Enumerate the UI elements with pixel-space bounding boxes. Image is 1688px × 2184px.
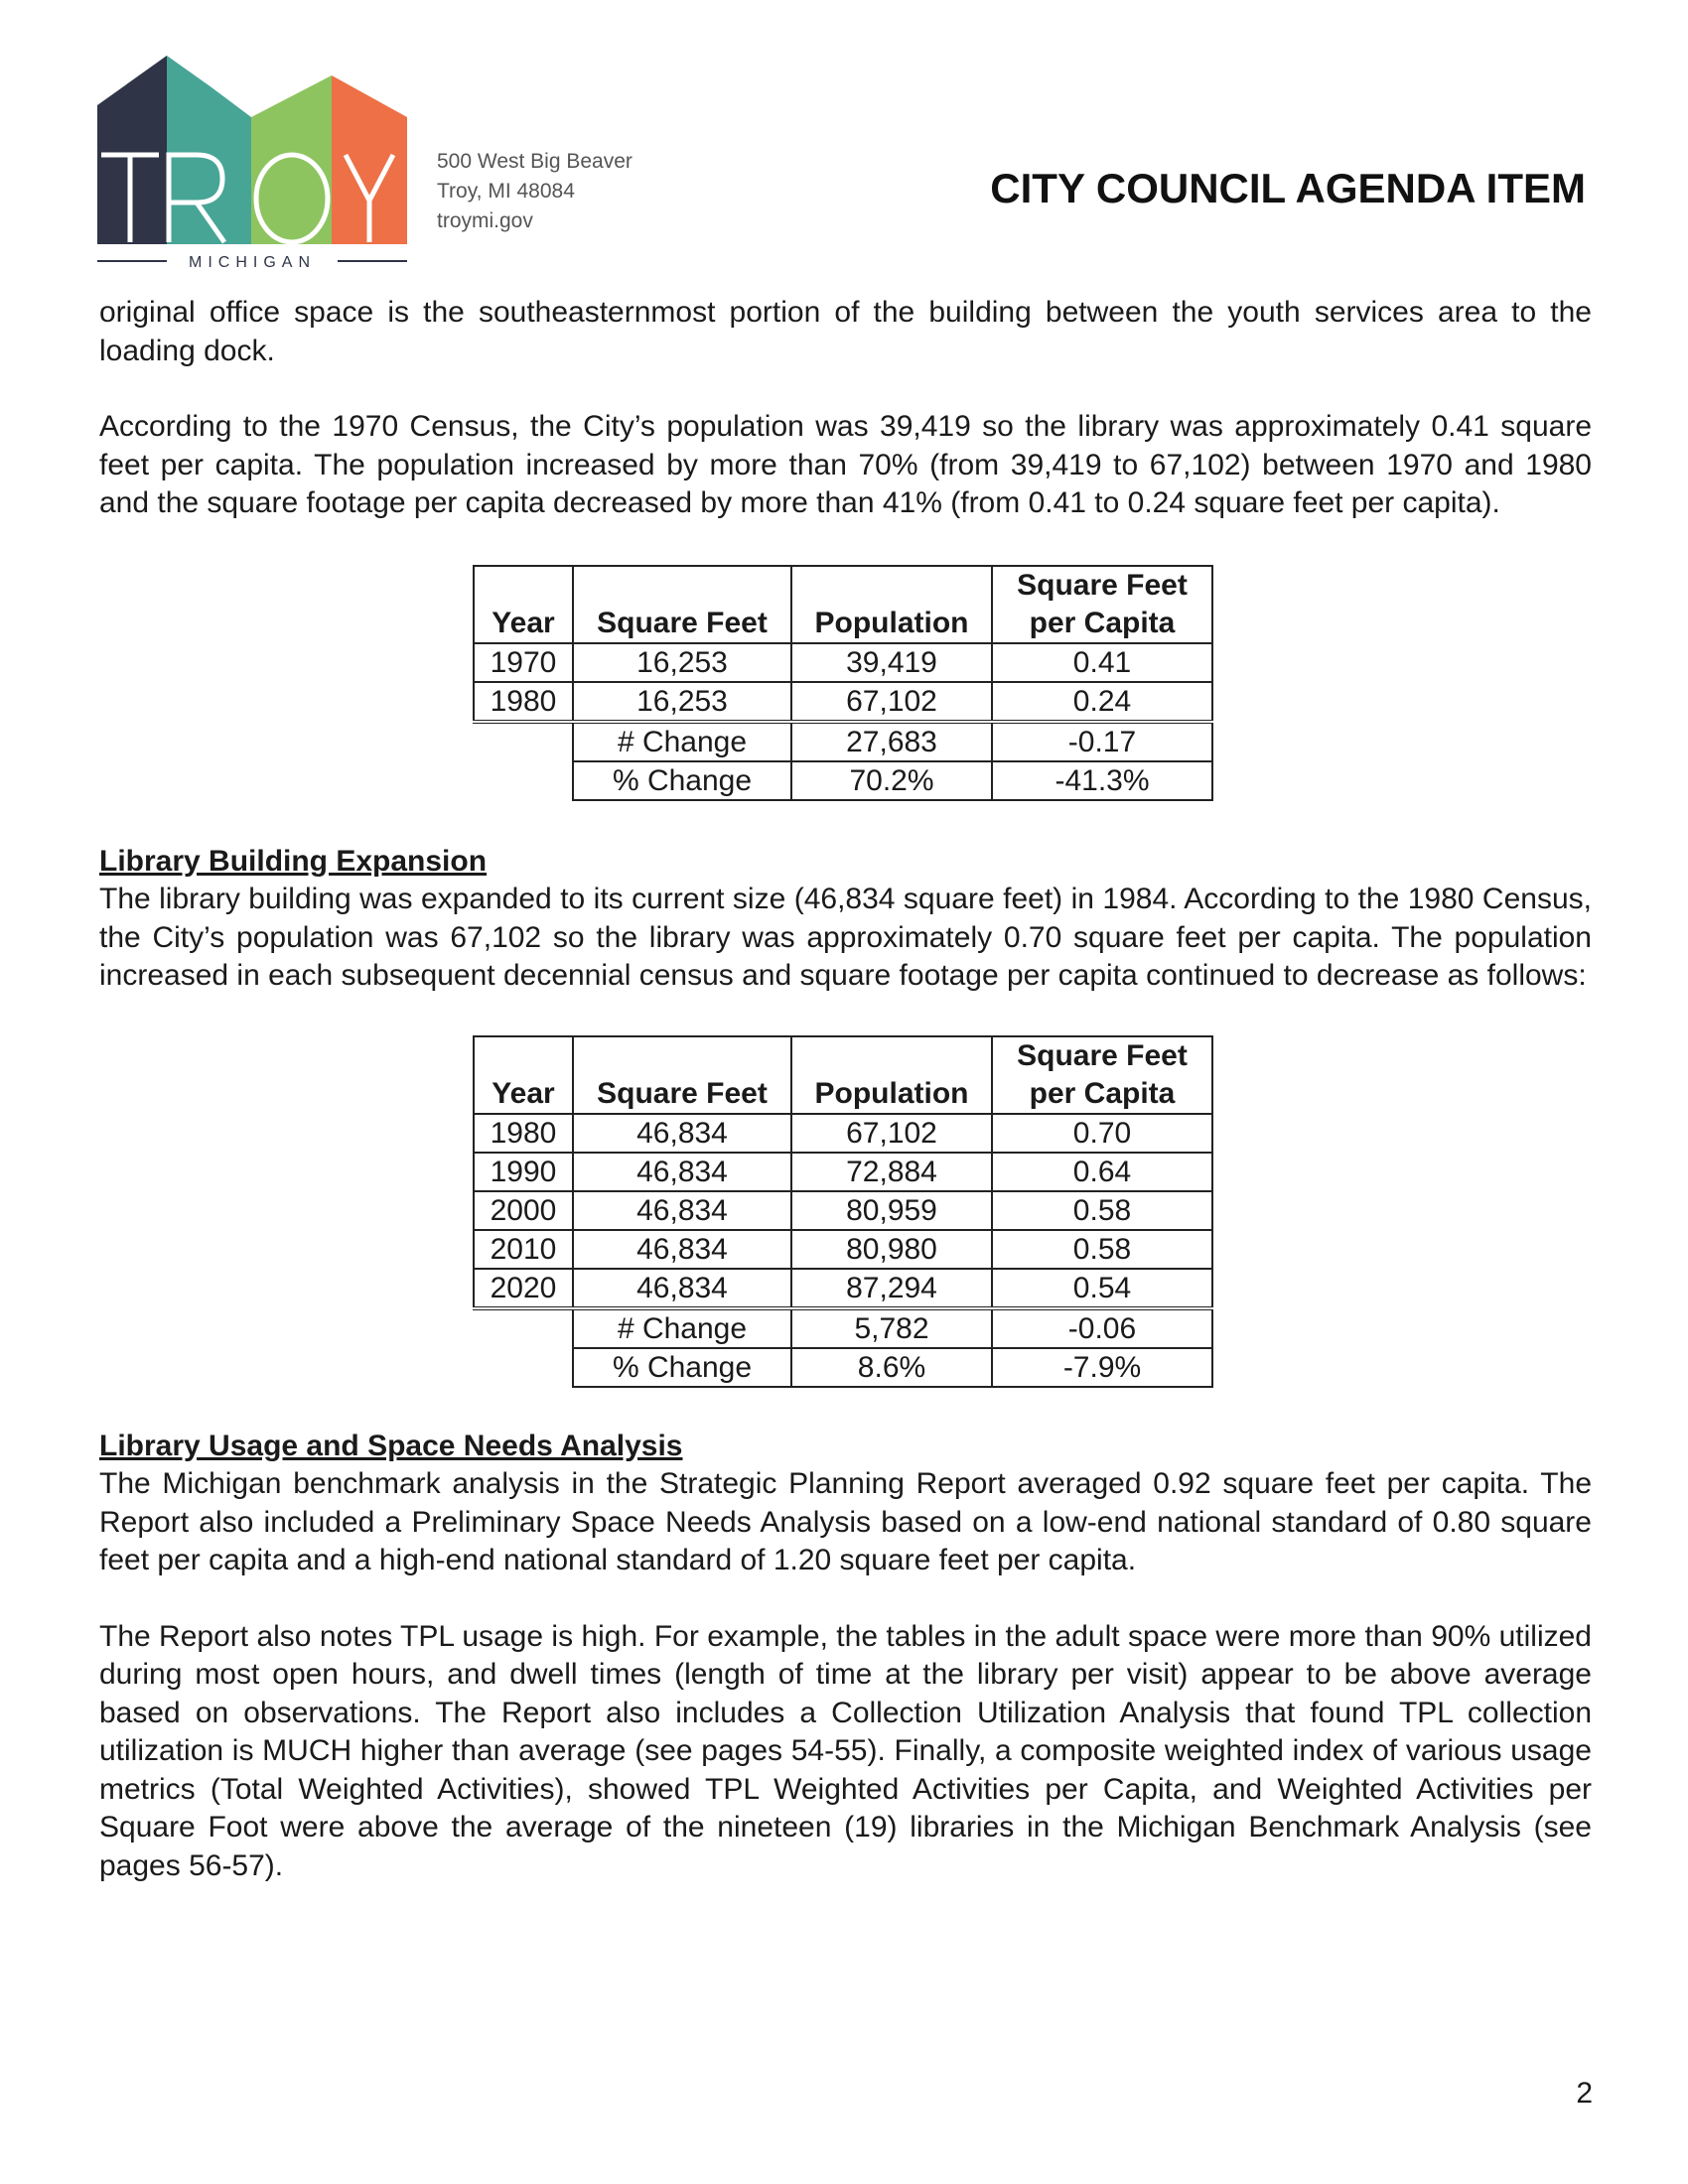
table-pct-change-row xyxy=(474,761,1212,800)
cell-pct-change-population: 8.6% xyxy=(791,1348,992,1387)
header-year: Year xyxy=(474,566,573,643)
address-line2: Troy, MI 48084 xyxy=(437,180,575,203)
header-per-capita-line2: per Capita xyxy=(1029,1076,1176,1110)
cell-square-feet: 16,253 xyxy=(573,682,791,722)
cell-pct-change-label: % Change xyxy=(573,761,791,800)
table-row xyxy=(474,1191,1212,1230)
cell-change-label: # Change xyxy=(573,722,791,761)
table-row xyxy=(474,643,1212,682)
table-row xyxy=(474,1269,1212,1308)
section-heading-usage: Library Usage and Space Needs Analysis xyxy=(99,1429,683,1462)
website-text: troymi.gov xyxy=(437,209,533,232)
cell-population: 87,294 xyxy=(791,1269,992,1308)
body-content xyxy=(99,294,1592,1885)
table-pct-change-row xyxy=(474,1348,1212,1387)
cell-per-capita: 0.54 xyxy=(992,1269,1212,1308)
cell-year: 1980 xyxy=(474,1114,573,1153)
cell-per-capita: 0.41 xyxy=(992,643,1212,682)
address-block xyxy=(437,147,633,236)
paragraph-3: The library building was expanded to its current size (46,834 square feet) in 1984. According to the 1980 Census, the City’s population was 67,102 so the library was approximately 0.70 square feet per capita. The population increased in each subsequent decennial census and square footage per capita continued to decrease as follows: xyxy=(99,883,1592,992)
header-per-capita-line1: Square Feet xyxy=(1017,568,1188,602)
cell-change-label: # Change xyxy=(573,1308,791,1348)
cell-square-feet: 46,834 xyxy=(573,1230,791,1269)
cell-population: 67,102 xyxy=(791,682,992,722)
header-square-feet: Square Feet xyxy=(573,566,791,643)
header-year: Year xyxy=(474,1036,573,1114)
cell-per-capita: 0.64 xyxy=(992,1153,1212,1191)
header-per-capita-line1: Square Feet xyxy=(1017,1038,1188,1072)
header-population: Population xyxy=(791,566,992,643)
cell-per-capita: 0.70 xyxy=(992,1114,1212,1153)
paragraph-1: original office space is the southeasternmost portion of the building between the youth services area to the loading dock. xyxy=(99,296,1592,367)
cell-pct-change-per-capita: -41.3% xyxy=(992,761,1212,800)
cell-pct-change-population: 70.2% xyxy=(791,761,992,800)
cell-population: 80,959 xyxy=(791,1191,992,1230)
cell-change-population: 5,782 xyxy=(791,1308,992,1348)
table-row xyxy=(474,1153,1212,1191)
cell-pct-change-label: % Change xyxy=(573,1348,791,1387)
cell-population: 80,980 xyxy=(791,1230,992,1269)
header-square-feet: Square Feet xyxy=(573,1036,791,1114)
cell-per-capita: 0.58 xyxy=(992,1191,1212,1230)
cell-population: 67,102 xyxy=(791,1114,992,1153)
header-per-capita-line2: per Capita xyxy=(1029,606,1176,639)
cell-square-feet: 46,834 xyxy=(573,1153,791,1191)
page-number: 2 xyxy=(1576,2077,1593,2110)
cell-year: 2010 xyxy=(474,1230,573,1269)
header-per-capita xyxy=(992,566,1212,643)
table-row xyxy=(474,1114,1212,1153)
cell-pct-change-per-capita: -7.9% xyxy=(992,1348,1212,1387)
cell-year: 2020 xyxy=(474,1269,573,1308)
cell-year: 1980 xyxy=(474,682,573,722)
paragraph-4: The Michigan benchmark analysis in the Strategic Planning Report averaged 0.92 square feet per capita. The Report also included a Preliminary Space Needs Analysis based on a low-end national standard of 0.80 square feet per capita and a high-end national standard of 1.20 square feet per capita. xyxy=(99,1467,1592,1576)
cell-per-capita: 0.24 xyxy=(992,682,1212,722)
table-change-row xyxy=(474,722,1212,761)
table-change-row xyxy=(474,1308,1212,1348)
cell-year: 1990 xyxy=(474,1153,573,1191)
cell-change-per-capita: -0.17 xyxy=(992,722,1212,761)
paragraph-5: The Report also notes TPL usage is high. For example, the tables in the adult space were more than 90% utilized during most open hours, and dwell times (length of time at the library per visit) appear to be above average based on observations. The Report also includes a Collection Utilization Analysis that found TPL collection utilization is MUCH higher than average (see pages 54-55). Finally, a composite weighted index of various usage metrics (Total Weighted Activities), showed TPL Weighted Activities per Capita, and Weighted Activities per Square Foot were above the average of the nineteen (19) libraries in the Michigan Benchmark Analysis (see pages 56-57). xyxy=(99,1619,1592,1882)
address-line1: 500 West Big Beaver xyxy=(437,150,633,173)
troy-logo xyxy=(97,56,407,276)
cell-square-feet: 46,834 xyxy=(573,1114,791,1153)
table-header-row xyxy=(474,566,1212,643)
cell-population: 39,419 xyxy=(791,643,992,682)
table-row xyxy=(474,1230,1212,1269)
cell-change-per-capita: -0.06 xyxy=(992,1308,1212,1348)
cell-population: 72,884 xyxy=(791,1153,992,1191)
cell-change-population: 27,683 xyxy=(791,722,992,761)
cell-square-feet: 16,253 xyxy=(573,643,791,682)
header-population: Population xyxy=(791,1036,992,1114)
cell-square-feet: 46,834 xyxy=(573,1191,791,1230)
paragraph-2: According to the 1970 Census, the City’s population was 39,419 so the library was approximately 0.41 square feet per capita. The population increased by more than 70% (from 39,419 to 67,102) between 1970 and 1980 and the square footage per capita decreased by more than 41% (from 0.41 to 0.24 square feet per capita). xyxy=(99,410,1592,519)
table-row xyxy=(474,682,1212,722)
cell-square-feet: 46,834 xyxy=(573,1269,791,1308)
cell-year: 2000 xyxy=(474,1191,573,1230)
agenda-title: CITY COUNCIL AGENDA ITEM xyxy=(990,165,1586,211)
table-header-row xyxy=(474,1036,1212,1114)
census-table-1980-2020 xyxy=(473,1035,1213,1388)
logo-michigan-text: MICHIGAN xyxy=(189,254,316,271)
census-table-1970-1980 xyxy=(473,565,1213,801)
cell-year: 1970 xyxy=(474,643,573,682)
section-heading-expansion: Library Building Expansion xyxy=(99,844,488,878)
header-per-capita xyxy=(992,1036,1212,1114)
cell-per-capita: 0.58 xyxy=(992,1230,1212,1269)
